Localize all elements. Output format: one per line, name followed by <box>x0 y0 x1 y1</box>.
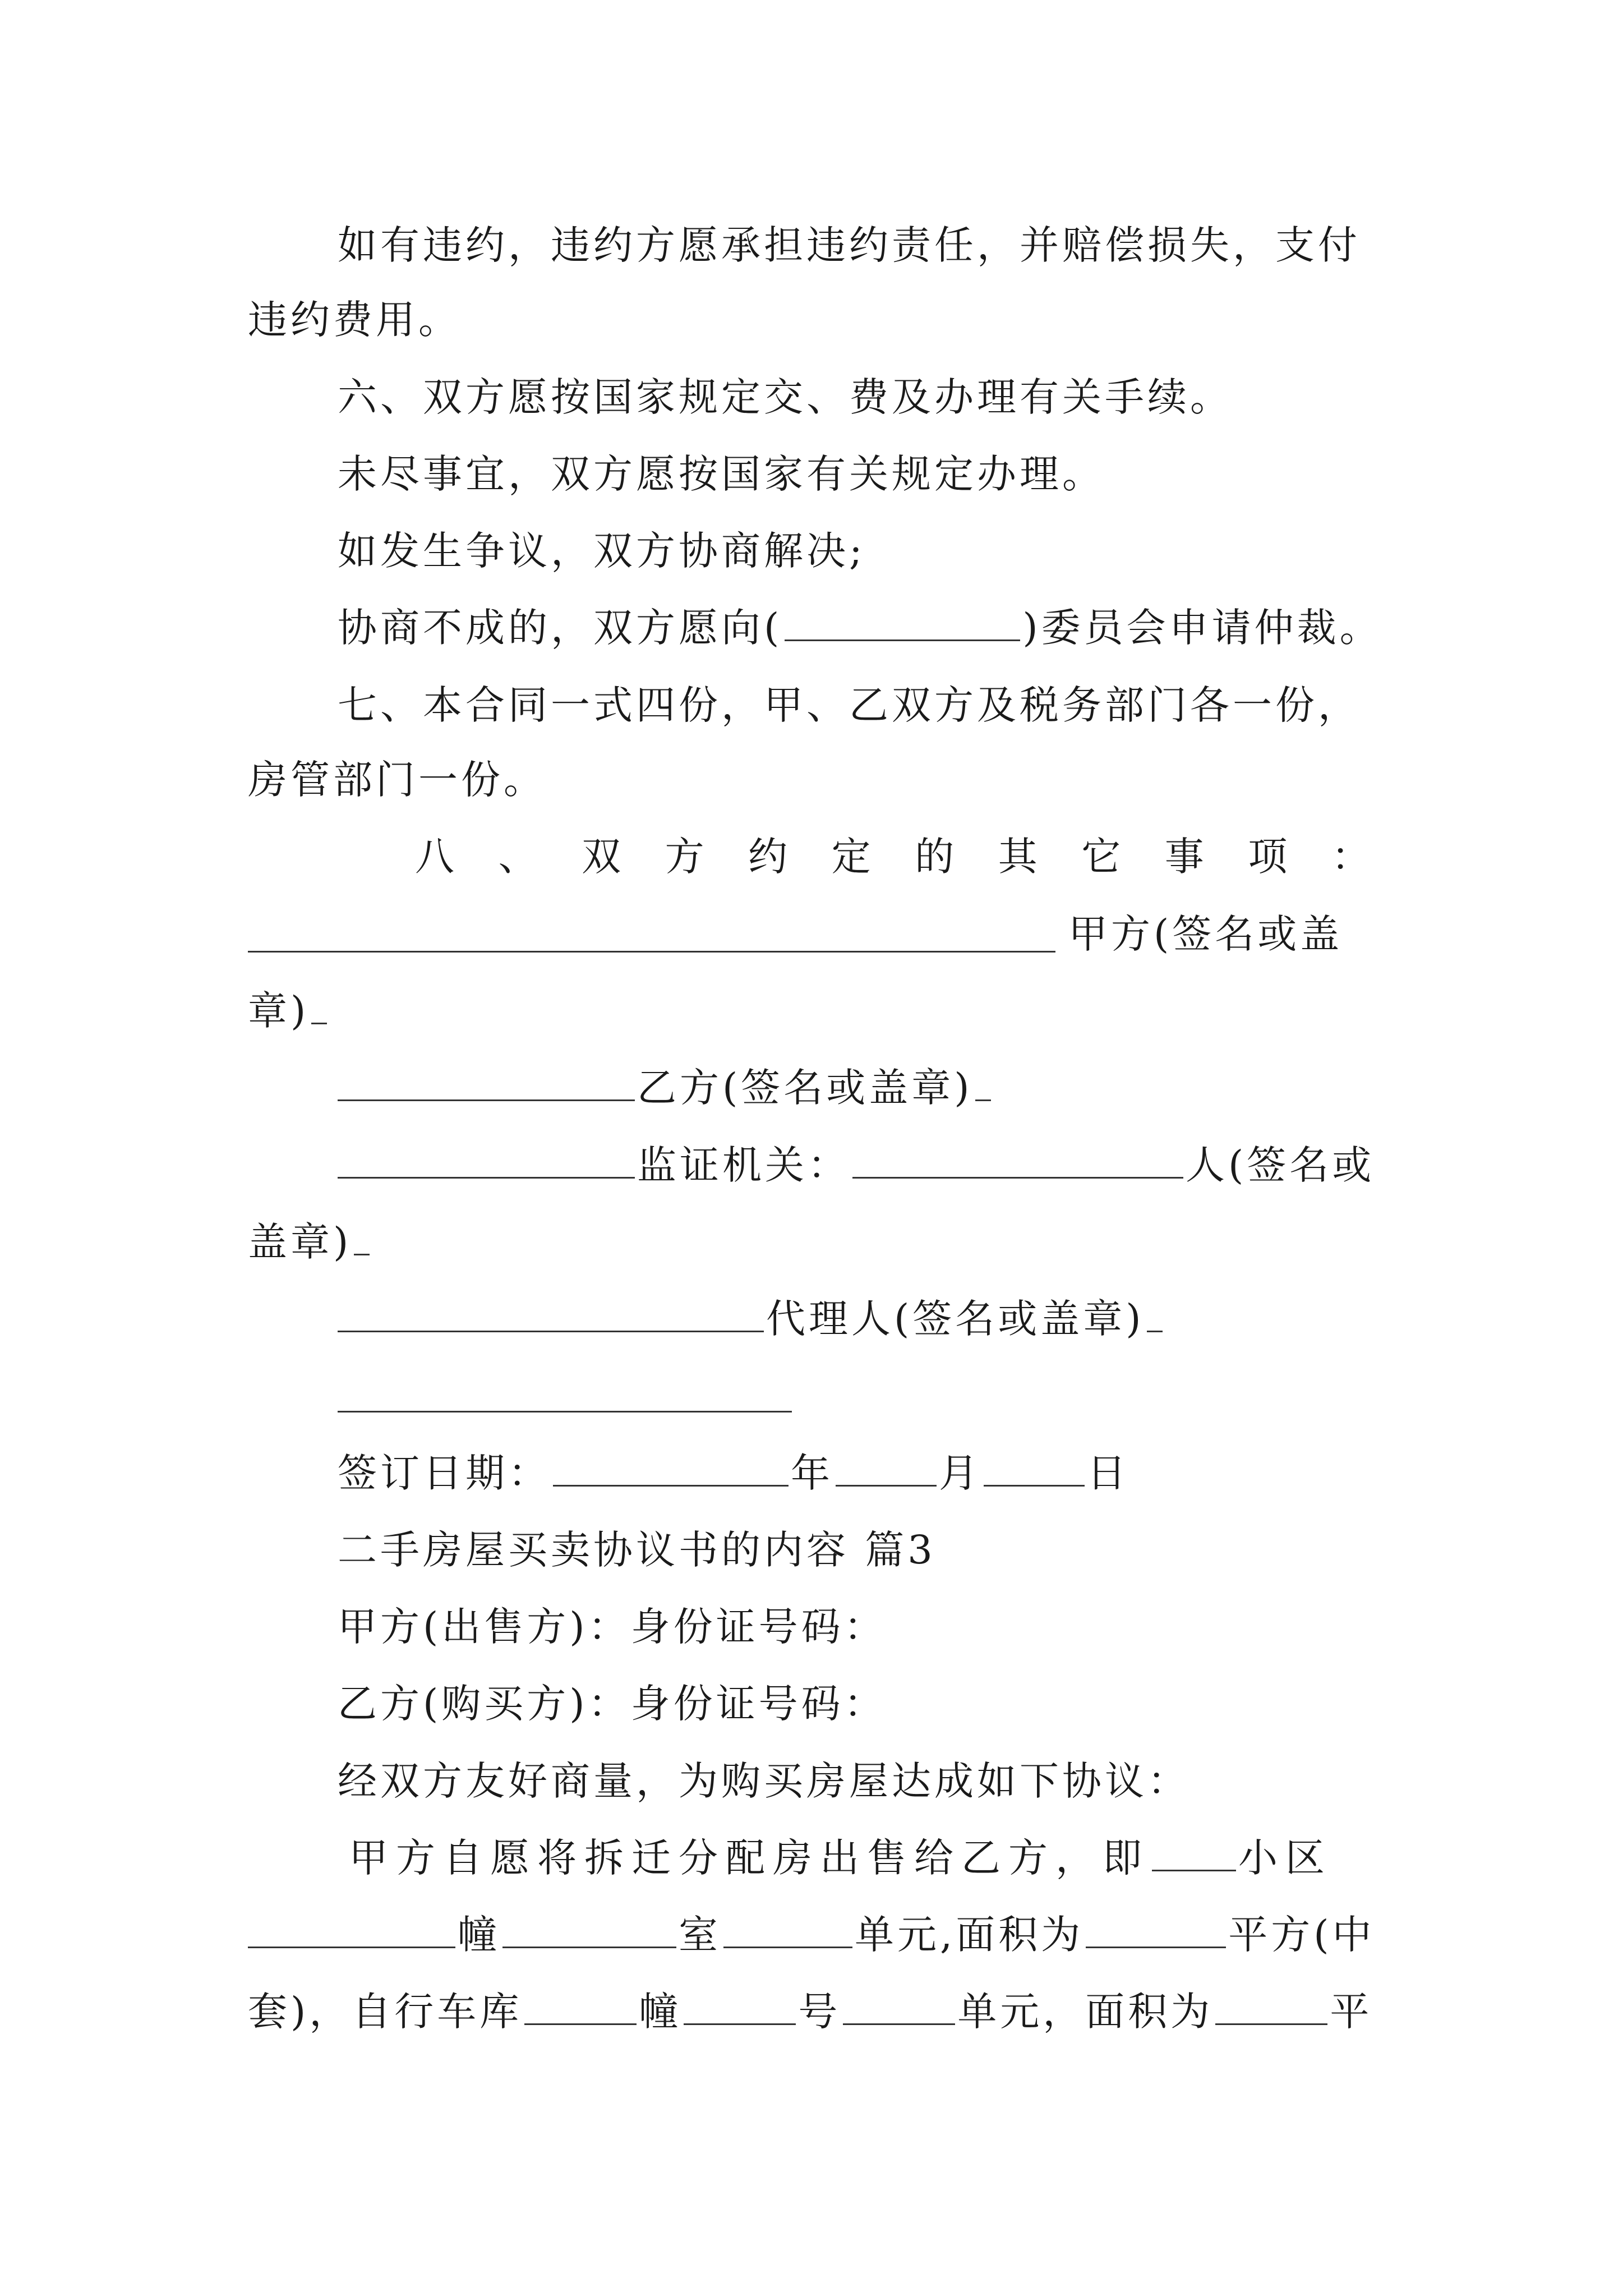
blank-line <box>1152 1835 1236 1871</box>
text: 七、本合同一式四份，甲、乙双方及税务部门各一份， <box>338 682 1361 728</box>
party-a-seller <box>338 1602 1386 1652</box>
party-a-signature <box>1068 909 1388 959</box>
char: ： <box>1331 834 1374 880</box>
blank-line <box>684 1989 796 2025</box>
blank-line <box>975 1065 991 1101</box>
text: 套)，自行车库 <box>248 1989 523 2035</box>
blank-line <box>785 605 1020 641</box>
text: 月 <box>939 1450 981 1496</box>
blank-line <box>843 1989 955 2025</box>
party-b-buyer <box>338 1678 1386 1729</box>
char: 它 <box>1081 834 1124 880</box>
agreement-intro <box>338 1756 1386 1806</box>
char: 定 <box>831 834 874 880</box>
text: 幢 <box>458 1912 500 1958</box>
supervisor-signature-line2 <box>248 1217 1386 1267</box>
blank-line <box>524 1989 637 2025</box>
signing-date <box>338 1448 1386 1498</box>
paragraph-unsettled <box>338 449 1386 499</box>
text: 甲方(签名或盖 <box>1068 911 1343 957</box>
char: 项 <box>1248 834 1291 880</box>
text: 代理人(签名或盖章) <box>766 1296 1145 1342</box>
text: 平方(中 <box>1228 1912 1375 1958</box>
text: 乙方(签名或盖章) <box>637 1065 973 1111</box>
char: 八 <box>415 834 458 880</box>
char: 双 <box>582 834 625 880</box>
blank-line <box>852 1142 1183 1179</box>
blank-line <box>248 1912 455 1948</box>
blank-line <box>1147 1296 1163 1332</box>
blank-line <box>338 1065 635 1101</box>
agent-signature <box>338 1294 1386 1344</box>
text: 二手房屋买卖协议书的内容 篇3 <box>338 1527 936 1573</box>
text: 小区 <box>1238 1835 1332 1881</box>
party-b-signature <box>338 1062 1386 1113</box>
text: 房管部门一份。 <box>248 757 546 803</box>
text: 甲方自愿将拆迁分配房出售给乙方，即 <box>349 1835 1150 1881</box>
text: 盖章) <box>248 1219 352 1265</box>
blank-line <box>836 1450 937 1487</box>
char: 的 <box>915 834 958 880</box>
paragraph-dispute <box>338 526 1386 576</box>
text: 经双方友好商量，为购买房屋达成如下协议： <box>338 1758 1190 1804</box>
text: 如发生争议，双方协商解决; <box>338 528 866 574</box>
text: 六、双方愿按国家规定交、费及办理有关手续。 <box>338 374 1233 420</box>
clause-seven-line1 <box>338 680 1386 730</box>
blank-line <box>502 1912 676 1948</box>
text: 乙方(购买方)：身份证号码： <box>338 1681 887 1727</box>
text: 单元，面积为 <box>957 1989 1214 2035</box>
sale-clause-line2 <box>248 1910 1386 1960</box>
text: 如有违约，违约方愿承担违约责任，并赔偿损失，支付 <box>338 222 1361 268</box>
text: 平 <box>1330 1989 1373 2035</box>
text: 号 <box>798 1989 841 2035</box>
char: 事 <box>1164 834 1207 880</box>
char: 其 <box>998 834 1041 880</box>
blank-line <box>1086 1912 1226 1948</box>
char: 方 <box>665 834 708 880</box>
text: 签订日期： <box>338 1450 551 1496</box>
sale-clause-line3 <box>248 1986 1386 2037</box>
text: 未尽事宜，双方愿按国家有关规定办理。 <box>338 451 1105 497</box>
supervisor-signature <box>338 1140 1386 1190</box>
text: 违约费用。 <box>248 297 461 343</box>
text: 幢 <box>639 1989 682 2035</box>
text: 单元,面积为 <box>855 1912 1084 1958</box>
text: )委员会申请仲裁。 <box>1022 605 1382 651</box>
blank-line <box>248 951 1055 953</box>
blank-line <box>1215 1989 1327 2025</box>
clause-eight-heading <box>415 831 1374 882</box>
blank-line <box>354 1219 370 1255</box>
paragraph-breach-line1 <box>338 220 1386 270</box>
text: 监证机关： <box>637 1142 850 1188</box>
text: 年 <box>791 1450 833 1496</box>
text: 章) <box>248 988 310 1034</box>
blank-line <box>723 1912 852 1948</box>
section-heading <box>338 1525 1386 1575</box>
text: 甲方(出售方)：身份证号码： <box>338 1604 887 1650</box>
char: 、 <box>498 834 541 880</box>
paragraph-arbitration <box>338 602 1386 653</box>
text: 人(签名或 <box>1186 1142 1375 1188</box>
blank-line <box>311 988 327 1024</box>
blank-line <box>338 1296 764 1332</box>
clause-seven-line2 <box>248 754 1386 805</box>
blank-line <box>338 1411 792 1412</box>
party-a-signature-line2 <box>248 986 1386 1036</box>
text: 日 <box>1087 1450 1129 1496</box>
blank-line <box>553 1450 789 1487</box>
clause-six <box>338 372 1386 422</box>
sale-clause-line1 <box>349 1833 1386 1883</box>
text: 室 <box>679 1912 721 1958</box>
text: 协商不成的，双方愿向( <box>338 605 783 651</box>
paragraph-breach-line2 <box>248 295 1386 345</box>
blank-line <box>984 1450 1085 1487</box>
char: 约 <box>748 834 791 880</box>
blank-line <box>338 1142 635 1179</box>
